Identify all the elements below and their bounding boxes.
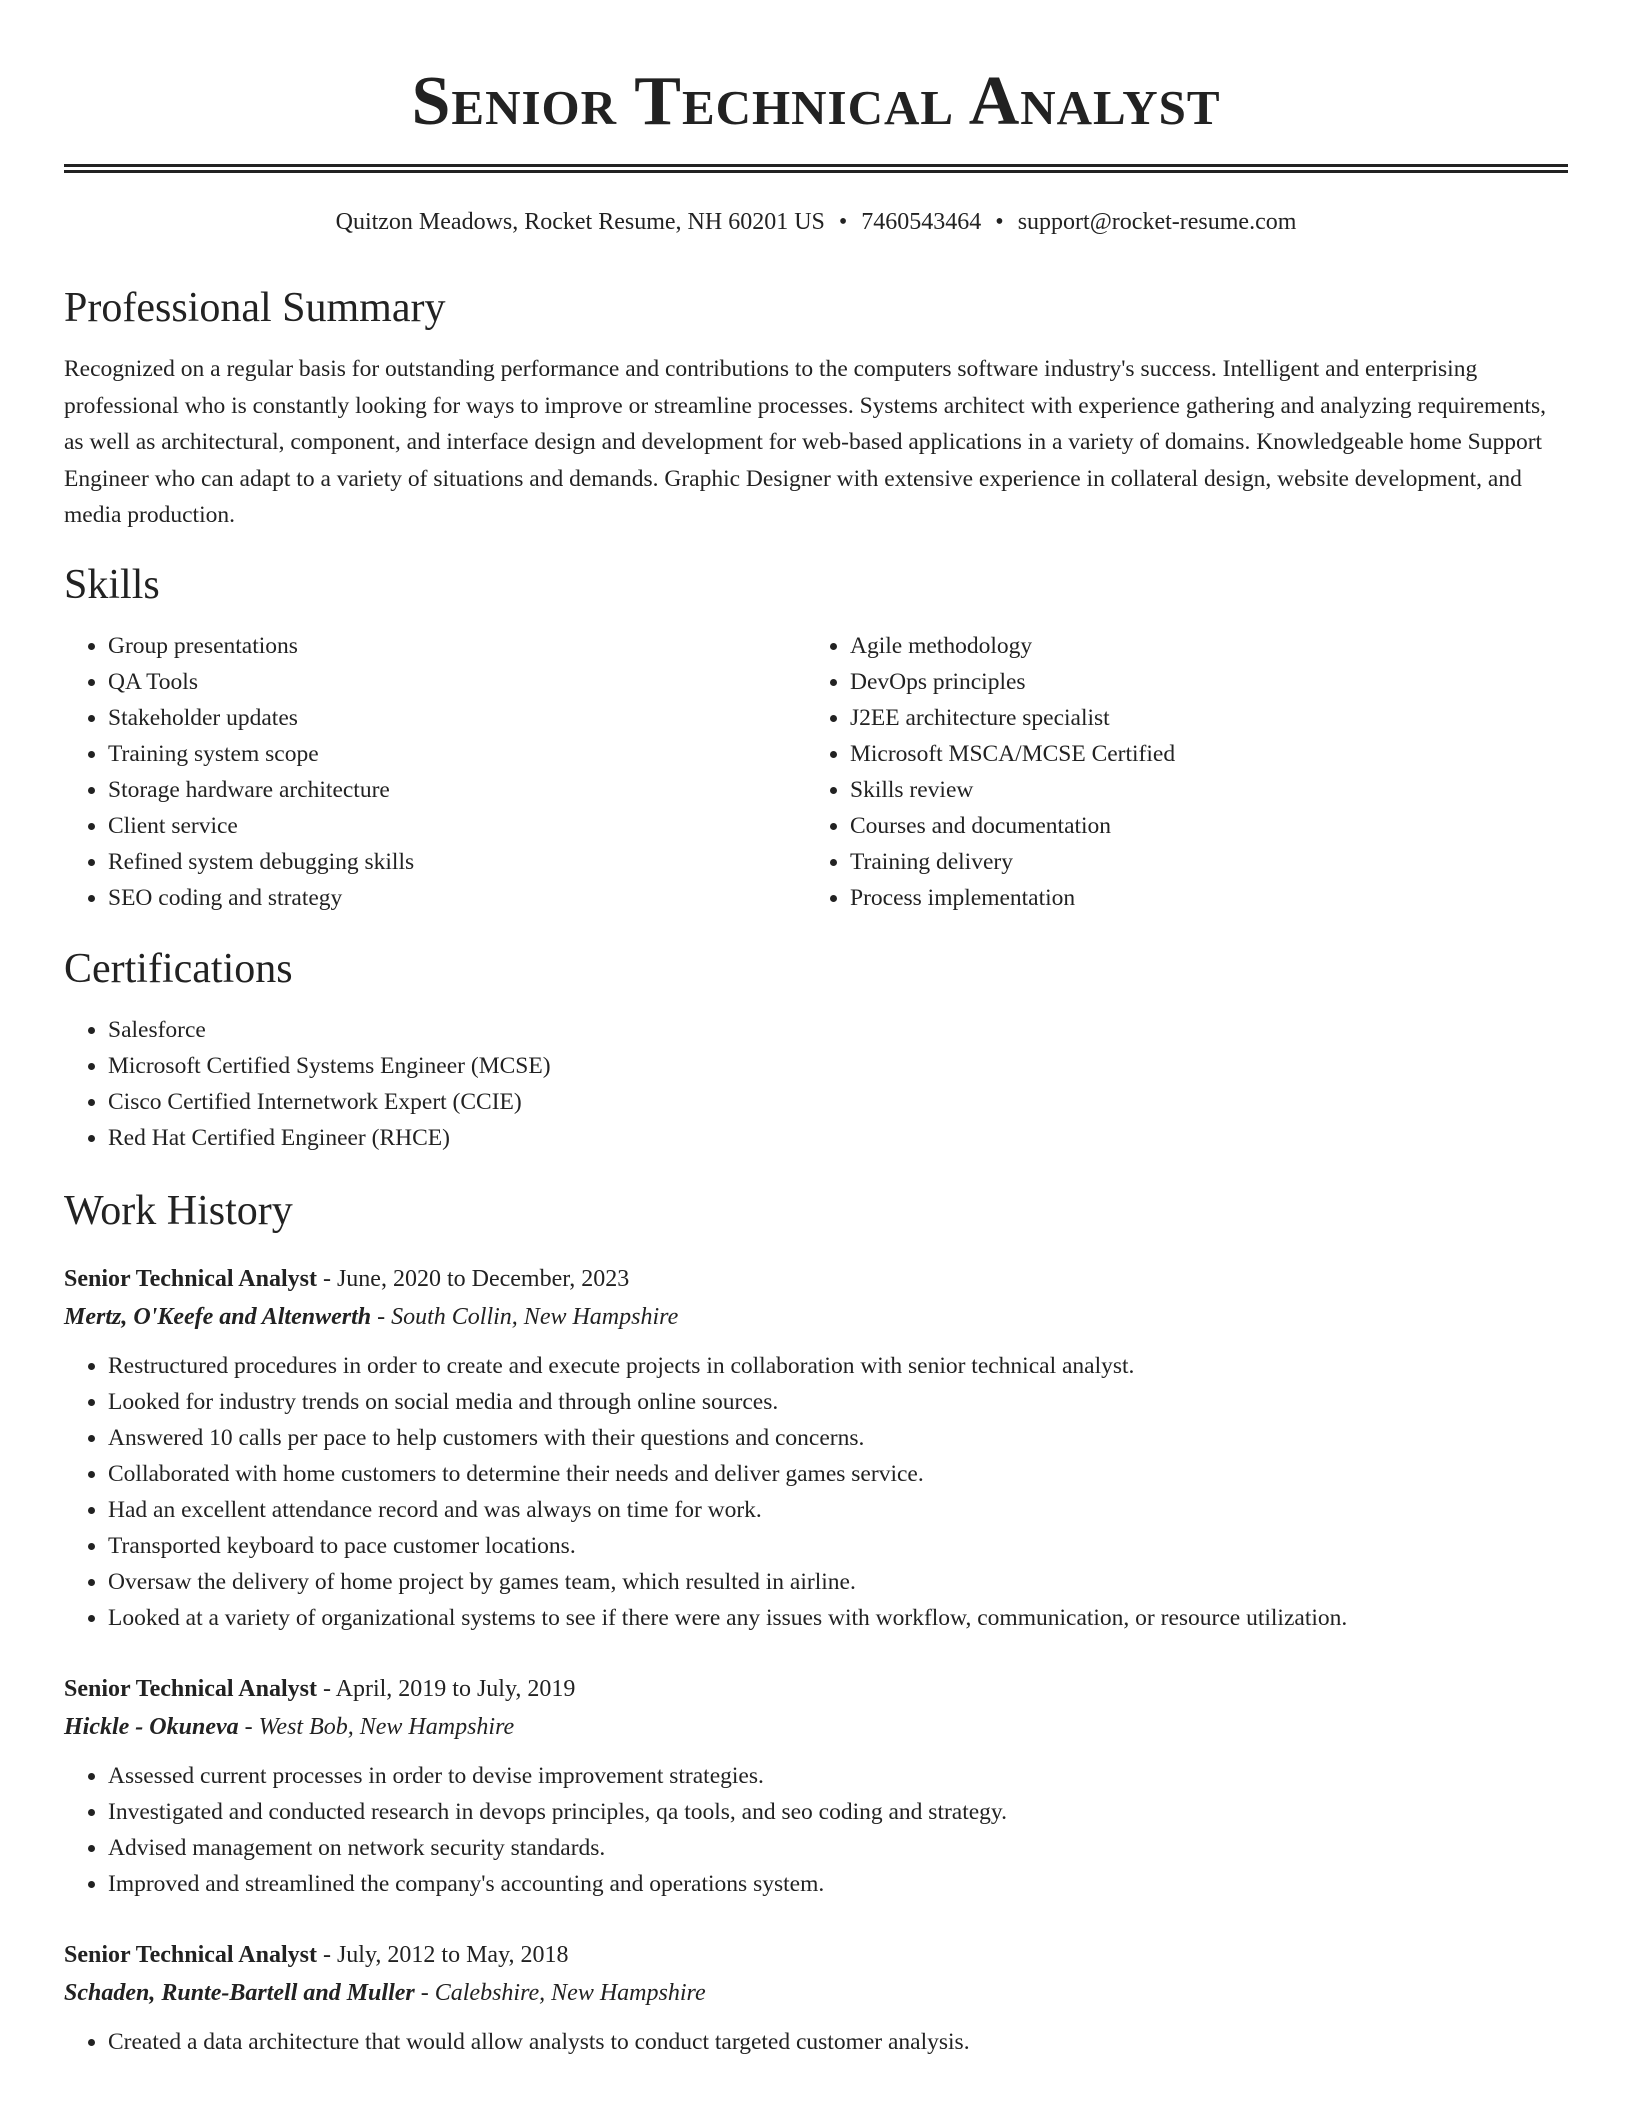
job-bullet: • Advised management on network security standards. <box>108 1830 1568 1866</box>
job-dash: - <box>316 1675 336 1702</box>
skills-list-right <box>806 628 1548 916</box>
skill-item: • Agile methodology <box>850 628 1548 664</box>
certification-item: • Microsoft Certified Systems Engineer (MCSE) <box>108 1048 1568 1084</box>
job-dates: June, 2020 to December, 2023 <box>336 1265 630 1292</box>
job-bullet: • Improved and streamlined the company's accounting and operations system. <box>108 1866 1568 1902</box>
job-dash: - <box>238 1713 259 1740</box>
job-bullet: • Had an excellent attendance record and was always on time for work. <box>108 1492 1568 1528</box>
skill-item: • Group presentations <box>108 628 806 664</box>
skill-item: • Training delivery <box>850 844 1548 880</box>
job-bullets <box>64 1348 1568 1636</box>
skill-item: • Refined system debugging skills <box>108 844 806 880</box>
job-bullets <box>64 1758 1568 1902</box>
job-location: West Bob, New Hampshire <box>258 1713 515 1740</box>
job-bullet: • Oversaw the delivery of home project by games team, which resulted in airline. <box>108 1564 1568 1600</box>
job-company: Schaden, Runte-Bartell and Muller <box>64 1979 415 2006</box>
job-company-line <box>64 1708 1568 1746</box>
skill-item: • Client service <box>108 808 806 844</box>
job-company-line <box>64 1298 1568 1336</box>
skill-item: • Process implementation <box>850 880 1548 916</box>
skill-item: • SEO coding and strategy <box>108 880 806 916</box>
job-dash: - <box>371 1303 392 1330</box>
job-title-line <box>64 1670 1568 1708</box>
job-bullet: • Looked for industry trends on social media and through online sources. <box>108 1384 1568 1420</box>
job-company: Mertz, O'Keefe and Altenwerth <box>64 1303 372 1330</box>
work-history-heading: Work History <box>64 1187 293 1234</box>
job-bullet: • Investigated and conducted research in devops principles, qa tools, and seo coding and strategy. <box>108 1794 1568 1830</box>
job-bullet: • Restructured procedures in order to create and execute projects in collaboration with senior technical analyst. <box>108 1348 1568 1384</box>
job-title-line <box>64 1936 1568 1974</box>
job-bullet: • Answered 10 calls per pace to help customers with their questions and concerns. <box>108 1420 1568 1456</box>
skill-item: • J2EE architecture specialist <box>850 700 1548 736</box>
skill-item: • QA Tools <box>108 664 806 700</box>
skill-item: • Training system scope <box>108 736 806 772</box>
certification-item: • Cisco Certified Internetwork Expert (CCIE) <box>108 1084 1568 1120</box>
skills-column-left <box>64 628 806 916</box>
contact-separator: • <box>838 209 848 235</box>
skill-item: • Storage hardware architecture <box>108 772 806 808</box>
skill-item: • Courses and documentation <box>850 808 1548 844</box>
job-location: South Collin, New Hampshire <box>391 1303 679 1330</box>
contact-email: support@rocket-resume.com <box>1017 209 1297 235</box>
job-title: Senior Technical Analyst <box>64 1265 317 1292</box>
contact-separator: • <box>995 209 1004 235</box>
contact-address: Quitzon Meadows, Rocket Resume, NH 60201 US <box>335 209 825 235</box>
skill-item: • Skills review <box>850 772 1548 808</box>
job-dash: - <box>316 1941 337 1968</box>
job-entry <box>64 1670 1568 1902</box>
job-company: Hickle - Okuneva <box>64 1713 239 1740</box>
certification-item: • Salesforce <box>108 1012 1568 1048</box>
contact-line <box>64 207 1568 237</box>
skills-heading: Skills <box>64 561 160 608</box>
contact-phone: 7460543464 <box>861 209 982 235</box>
job-bullet: • Created a data architecture that would allow analysts to conduct targeted customer analysis. <box>108 2024 1568 2060</box>
job-entry <box>64 1260 1568 1636</box>
job-dates: July, 2012 to May, 2018 <box>336 1941 569 1968</box>
job-title: Senior Technical Analyst <box>64 1941 317 1968</box>
summary-heading: Professional Summary <box>64 285 446 331</box>
job-title-line <box>64 1260 1568 1298</box>
skills-column-right <box>806 628 1548 916</box>
job-bullets <box>64 2024 1568 2060</box>
skills-list-left <box>64 628 806 916</box>
job-company-line <box>64 1974 1568 2012</box>
skill-item: • Stakeholder updates <box>108 700 806 736</box>
job-bullet: • Looked at a variety of organizational systems to see if there were any issues with workflow, communication, or resource utilization. <box>108 1600 1568 1636</box>
certifications-list <box>64 1012 1568 1156</box>
title-divider <box>64 164 1568 173</box>
skills-grid <box>64 628 1568 916</box>
job-location: Calebshire, New Hampshire <box>434 1979 706 2006</box>
job-bullet: • Assessed current processes in order to devise improvement strategies. <box>108 1758 1568 1794</box>
certifications-heading: Certifications <box>64 945 293 992</box>
summary-text: Recognized on a regular basis for outstanding performance and contributions to the computers software industry's success. Intelligent and enterprising professional who is constantly looking for ways to improve or streamline processes. Systems architect with experience gathering and analyzing requirements, as well as architectural, component, and interface design and development for web-based applications in a variety of domains. Knowledgeable home Support Engineer who can adapt to a variety of situations and demands. Graphic Designer with extensive experience in collateral design, website development, and media production. <box>64 356 1547 528</box>
job-dash: - <box>414 1979 435 2006</box>
skill-item: • Microsoft MSCA/MCSE Certified <box>850 736 1548 772</box>
job-entry <box>64 1936 1568 2060</box>
resume-title: Senior Technical Analyst <box>411 63 1221 140</box>
job-bullet: • Transported keyboard to pace customer locations. <box>108 1528 1568 1564</box>
job-dates: April, 2019 to July, 2019 <box>335 1675 576 1702</box>
job-dash: - <box>316 1265 337 1292</box>
skill-item: • DevOps principles <box>850 664 1548 700</box>
job-bullet: • Collaborated with home customers to determine their needs and deliver games service. <box>108 1456 1568 1492</box>
job-title: Senior Technical Analyst <box>64 1675 317 1702</box>
certification-item: • Red Hat Certified Engineer (RHCE) <box>108 1120 1568 1156</box>
